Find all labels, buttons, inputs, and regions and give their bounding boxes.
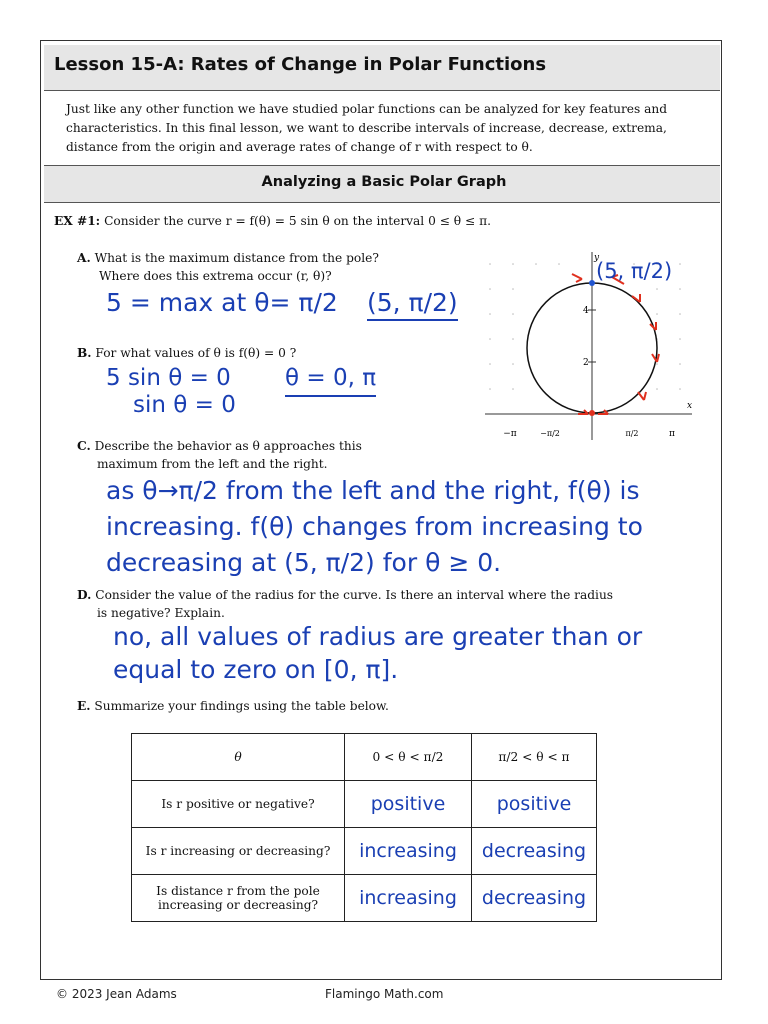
handwritten-answer-c: increasing. f(θ) changes from increasing to [106,512,643,541]
x-axis-label: x [687,401,693,411]
table-row [132,875,597,922]
section-title: Analyzing a Basic Polar Graph [261,174,507,190]
table-header-cell: θ [132,734,345,781]
arrow-icon [652,354,659,362]
table-cell-answer: decreasing [472,875,597,922]
table-header-cell: π/2 < θ < π [472,734,597,781]
arrow-icon [572,274,582,282]
table-header-row [132,734,597,781]
divider [44,202,720,203]
question-text: For what values of θ is f(θ) = 0 ? [95,346,297,360]
x-tick-label: π [669,429,675,439]
table-row [132,828,597,875]
table-row-label: Is r positive or negative? [132,781,345,828]
question-d [77,586,613,622]
table-row [132,781,597,828]
table-cell-answer: decreasing [472,828,597,875]
table-row-label: Is r increasing or decreasing? [132,828,345,875]
question-letter: E. [77,699,91,713]
footer-site: Flamingo Math.com [325,987,444,1001]
question-text: Consider the value of the radius for the curve. Is there an interval where the radius [95,588,614,602]
handwritten-answer-c: decreasing at (5, π/2) for θ ≥ 0. [106,548,502,577]
example-label: EX #1: [54,214,101,228]
question-text: Describe the behavior as θ approaches this [94,439,362,453]
intro-paragraph: Just like any other function we have studied polar functions can be analyzed for key features and characteristics. In this final lesson, we want to describe intervals of increase, decrease, extrema, distance from the origin and average rates of change of r with respect to θ. [66,102,668,154]
handwritten-answer-a: 5 = max at θ= π/2 [106,288,338,317]
table-cell-answer: increasing [345,828,472,875]
summary-table [131,733,597,922]
question-text: maximum from the left and the right. [97,457,328,471]
question-b [77,344,296,362]
handwritten-answer-d: no, all values of radius are greater than or [113,622,643,651]
table-row-label: Is distance r from the pole increasing or decreasing? [132,875,345,922]
table-header-cell: 0 < θ < π/2 [345,734,472,781]
table-cell-answer: increasing [345,875,472,922]
x-tick-label: −π [503,429,517,439]
handwritten-answer-a-point: (5, π/2) [367,288,458,321]
y-tick-label: 4 [583,306,589,316]
graph-annotation: (5, π/2) [596,259,673,283]
pole-point [589,410,595,416]
question-letter: C. [77,439,91,453]
max-point [589,280,595,286]
handwritten-answer-b: sin θ = 0 [133,392,236,418]
question-text: is negative? Explain. [97,606,225,620]
handwritten-answer-d: equal to zero on [0, π]. [113,655,399,684]
question-c [77,437,362,473]
x-tick-label: π/2 [625,429,639,438]
handwritten-answer-b-solution: θ = 0, π [285,365,376,397]
question-letter: D. [77,588,92,602]
example-prompt [54,212,491,230]
question-letter: B. [77,346,92,360]
polar-graph [480,244,702,444]
question-text: Where does this extrema occur (r, θ)? [99,269,332,283]
lesson-title: Lesson 15-A: Rates of Change in Polar Functions [54,54,547,75]
question-e [77,697,389,715]
handwritten-answer-c: as θ→π/2 from the left and the right, f(θ) is [106,476,640,505]
direction-arrows [572,274,659,414]
x-tick-label: −π/2 [540,429,560,438]
table-cell-answer: positive [345,781,472,828]
example-text: Consider the curve r = f(θ) = 5 sin θ on the interval 0 ≤ θ ≤ π. [104,214,491,228]
arrow-icon [650,322,656,330]
question-letter: A. [77,251,91,265]
handwritten-answer-b: 5 sin θ = 0 [106,365,231,391]
y-axis-label: y [594,253,600,263]
y-tick-label: 2 [583,358,589,368]
table-cell-answer: positive [472,781,597,828]
divider [44,90,720,91]
question-text: What is the maximum distance from the pole? [94,251,379,265]
question-text: Summarize your findings using the table below. [94,699,389,713]
question-a [77,249,379,285]
arrow-icon [638,392,646,400]
footer-copyright: © 2023 Jean Adams [56,987,177,1001]
